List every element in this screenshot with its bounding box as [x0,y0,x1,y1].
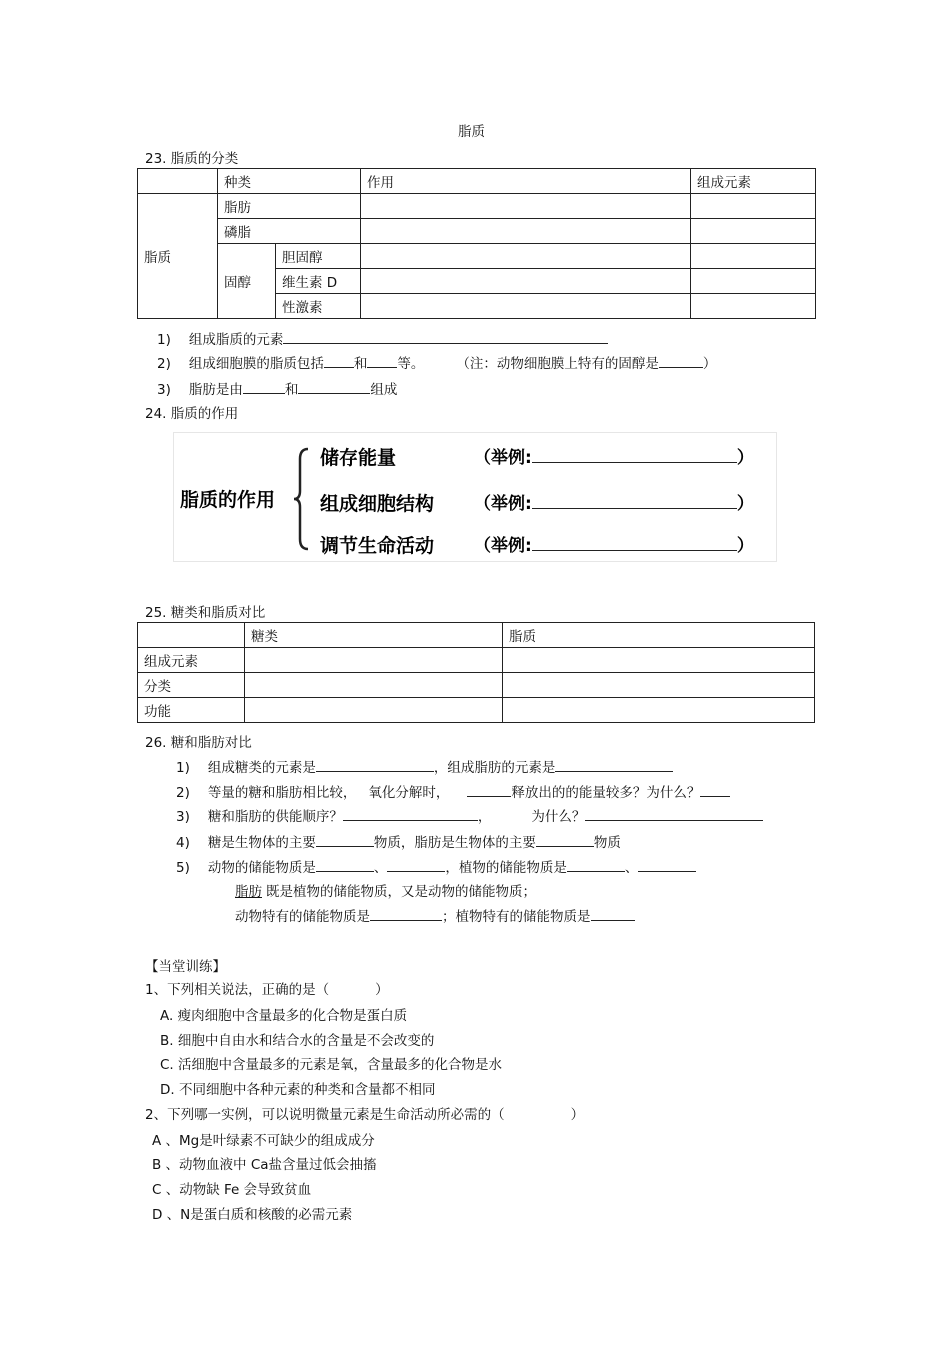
row-sterol: 固醇 [218,244,276,319]
sugar-lipid-table [137,622,815,723]
blank[interactable] [283,329,608,344]
blank[interactable] [591,906,635,921]
blank[interactable] [536,832,594,847]
row-vitamin-d: 维生素 D [276,269,361,294]
blank[interactable] [638,857,696,872]
blank[interactable] [243,379,285,394]
blank[interactable] [555,757,673,772]
table-cell [361,219,691,244]
q26-note-1: 脂肪 既是植物的储能物质，又是动物的储能物质； [235,884,536,900]
blank[interactable] [532,532,737,551]
blank[interactable] [343,806,478,821]
brace-icon [292,447,314,551]
q23-heading: 23. 脂质的分类 [145,151,239,167]
q26-item-1: 1) 组成糖类的元素是 ，组成脂肪的元素是 [176,756,673,776]
blank[interactable] [467,782,511,797]
blank[interactable] [387,857,445,872]
table-cell [361,244,691,269]
table-cell [361,194,691,219]
row-classification: 分类 [138,673,245,698]
row-function: 功能 [138,698,245,723]
table-cell [691,294,816,319]
table-cell [245,698,503,723]
table-header-lipid: 脂质 [503,623,815,648]
table-cell [245,648,503,673]
blank[interactable] [367,353,397,368]
page-title: 脂质 [458,124,485,140]
table-header-sugar: 糖类 [245,623,503,648]
q2-option-a[interactable]: A 、Mg是叶绿素不可缺少的组成成分 [152,1133,375,1149]
figure-row-energy: 储存能量 [320,447,397,469]
row-elements: 组成元素 [138,648,245,673]
blank[interactable] [567,857,625,872]
blank[interactable] [532,490,737,509]
table-cell [691,244,816,269]
figure-example-1: （举例: ） [474,443,754,468]
q2-option-c[interactable]: C 、动物缺 Fe 会导致贫血 [152,1182,312,1198]
row-label-lipid: 脂质 [138,194,218,319]
table-cell [138,169,218,194]
table-header-elements: 组成元素 [691,169,816,194]
q26-heading: 26. 糖和脂肪对比 [145,735,252,751]
figure-main-label: 脂质的作用 [180,489,276,511]
blank[interactable] [316,832,374,847]
table-cell [503,698,815,723]
blank[interactable] [298,379,370,394]
blank[interactable] [316,857,374,872]
figure-row-structure: 组成细胞结构 [320,493,435,515]
table-cell [691,269,816,294]
training-q1-stem: 1、下列相关说法，正确的是（ ） [145,982,389,998]
q1-option-b[interactable]: B. 细胞中自由水和结合水的含量是不会改变的 [160,1033,435,1049]
figure-example-3: （举例: ） [474,531,754,556]
training-heading: 【当堂训练】 [145,959,226,975]
q26-item-3: 3) 糖和脂肪的供能顺序？ ， 为什么？ [176,805,763,825]
lipid-function-figure [173,432,777,562]
figure-row-regulation: 调节生命活动 [320,535,435,557]
blank[interactable] [585,806,763,821]
blank[interactable] [532,444,737,463]
q1-option-d[interactable]: D. 不同细胞中各种元素的种类和含量都不相同 [160,1082,436,1098]
q26-note-2: 动物特有的储能物质是 ；植物特有的储能物质是 [235,905,635,925]
lipid-classification-table [137,168,816,319]
table-cell [503,673,815,698]
table-header-function: 作用 [361,169,691,194]
row-sex-hormone: 性激素 [276,294,361,319]
table-cell [503,648,815,673]
row-phospholipid: 磷脂 [218,219,361,244]
table-header-type: 种类 [218,169,361,194]
q23-item-2: 2) 组成细胞膜的脂质包括 和 等。 （注：动物细胞膜上特有的固醇是 ） [157,352,716,372]
q2-option-d[interactable]: D 、N是蛋白质和核酸的必需元素 [152,1207,353,1223]
q25-heading: 25. 糖类和脂质对比 [145,605,266,621]
table-cell [691,219,816,244]
table-cell [138,623,245,648]
q23-item-1: 1) 组成脂质的元素 [157,328,608,348]
blank[interactable] [324,353,354,368]
q23-item-3: 3) 脂肪是由 和 组成 [157,378,397,398]
figure-example-2: （举例: ） [474,489,754,514]
blank[interactable] [316,757,434,772]
table-cell [361,294,691,319]
training-q2-stem: 2、下列哪一实例，可以说明微量元素是生命活动所必需的（ ） [145,1107,585,1123]
blank[interactable] [370,906,442,921]
row-fat: 脂肪 [218,194,361,219]
table-cell [691,194,816,219]
q2-option-b[interactable]: B 、动物血液中 Ca盐含量过低会抽搐 [152,1157,377,1173]
q24-heading: 24. 脂质的作用 [145,406,239,422]
q1-option-a[interactable]: A. 瘦肉细胞中含量最多的化合物是蛋白质 [160,1008,408,1024]
q26-item-4: 4) 糖是生物体的主要 物质，脂肪是生物体的主要 物质 [176,831,621,851]
q26-item-2: 2) 等量的糖和脂肪相比较， 氧化分解时， 释放出的的能量较多？为什么？ [176,781,730,801]
table-cell [245,673,503,698]
table-cell [361,269,691,294]
q26-item-5: 5) 动物的储能物质是 、 ，植物的储能物质是 、 [176,856,696,876]
q1-option-c[interactable]: C. 活细胞中含量最多的元素是氧，含量最多的化合物是水 [160,1057,503,1073]
blank[interactable] [659,353,703,368]
row-cholesterol: 胆固醇 [276,244,361,269]
blank[interactable] [700,782,730,797]
